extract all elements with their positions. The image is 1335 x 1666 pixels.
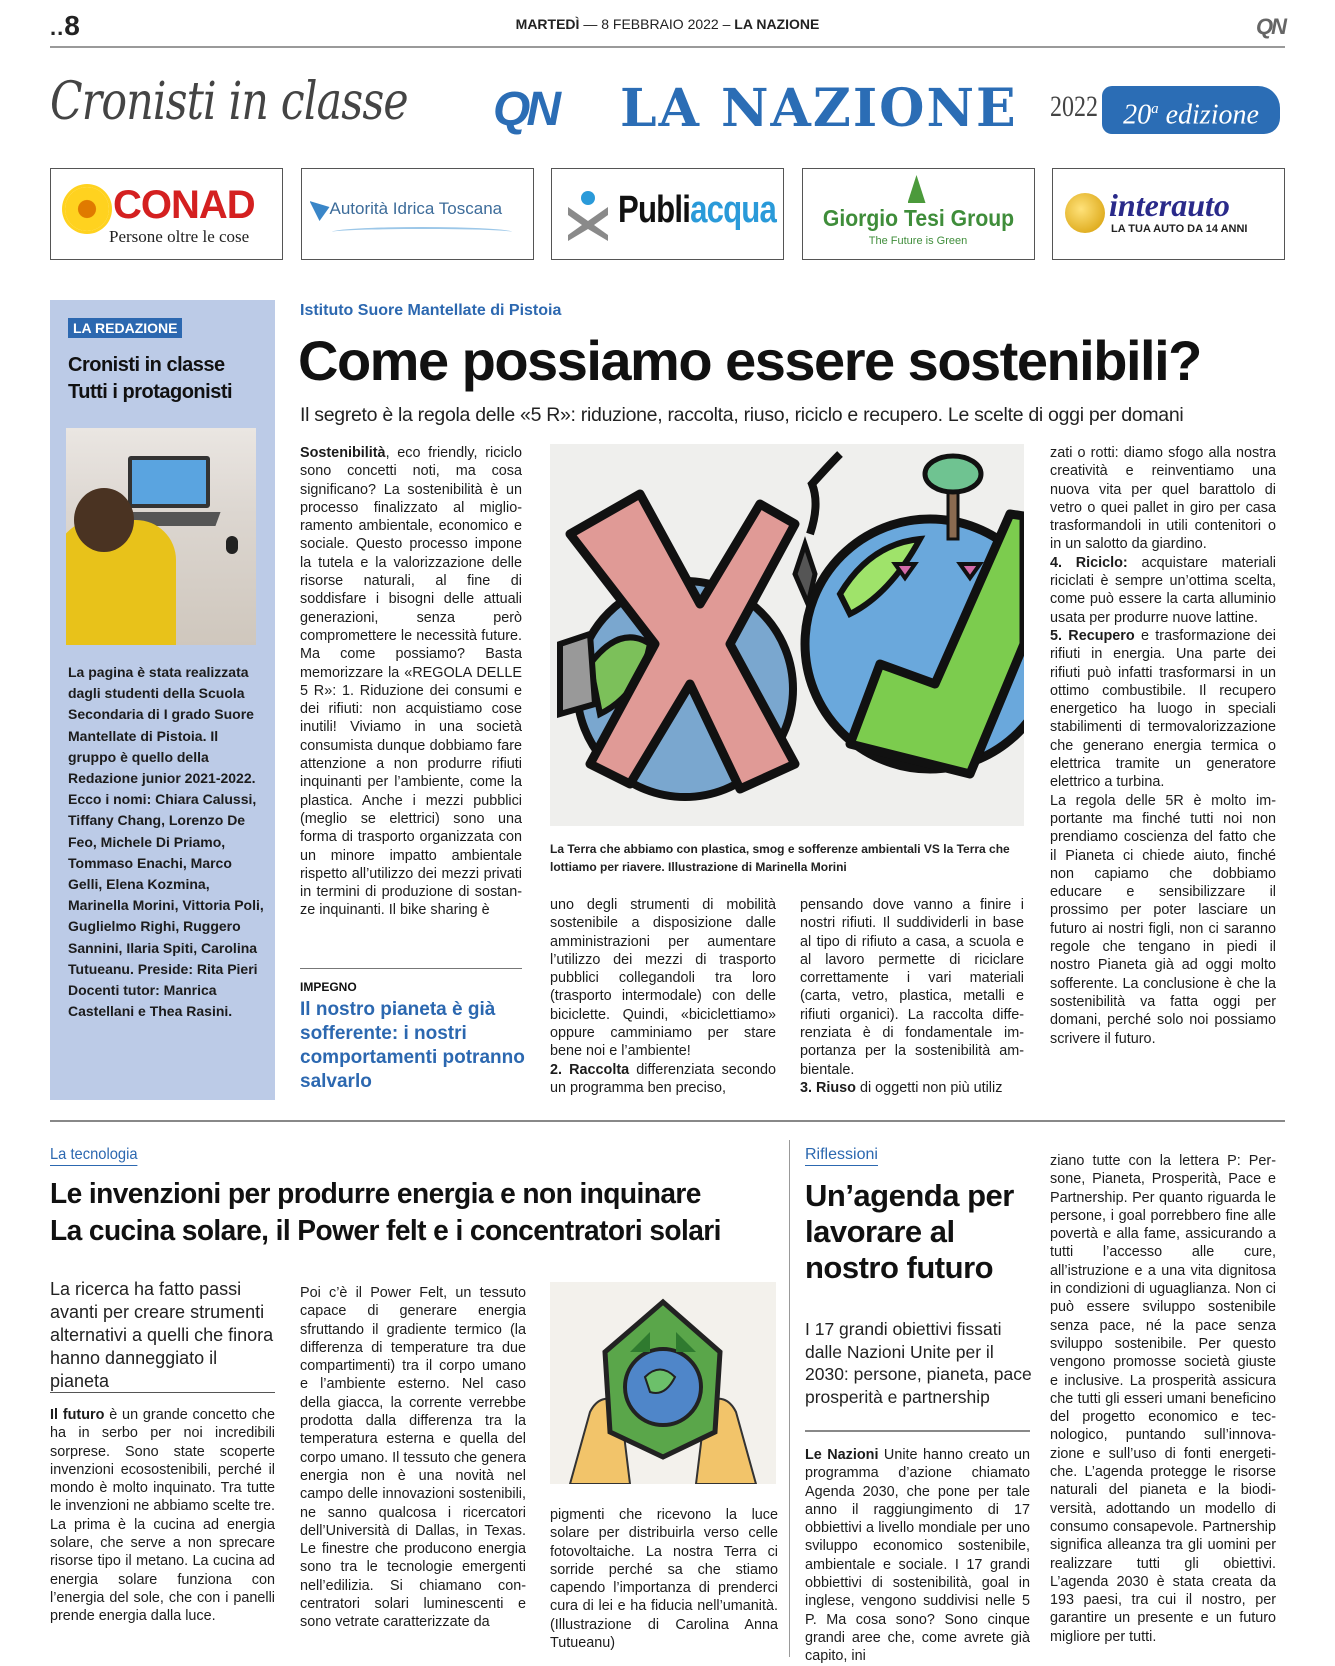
riflessioni-headline: Un’agenda per lavorare al nostro futuro bbox=[805, 1178, 1014, 1285]
column-text: e trasformazione dei rifiuti in energia. Una parte dei rifiuti può infatti trasformarsi in un ottimo combustibile. Il recupero energetico ha luogo in speciali stabilimenti di termovalorizzazione che generano energia termica o elettrica tramite un generatore elettrico a turbina. bbox=[1050, 627, 1276, 791]
riflessioni-column-1 bbox=[805, 1446, 1030, 1666]
qn-logo: QN bbox=[493, 83, 557, 136]
sponsor-autorita-idrica[interactable] bbox=[301, 168, 534, 260]
project-title: Cronisti in classe bbox=[50, 72, 408, 132]
edition-number: 20 bbox=[1123, 99, 1152, 131]
lead-word: Il futuro bbox=[50, 1407, 105, 1423]
riflessioni-kicker[interactable]: Riflessioni bbox=[805, 1146, 878, 1166]
main-kicker: Istituto Suore Mantellate di Pistoia bbox=[300, 302, 562, 319]
page-number-dots: .. bbox=[50, 15, 65, 40]
sponsor-tagline: Persone oltre le cose bbox=[109, 227, 250, 246]
sponsor-name: CONAD bbox=[113, 183, 255, 227]
riflessioni-subtitle: I 17 grandi obiettivi fissati dalle Nazioni Unite per il 2030: persone, pianeta, pace prosperità e partnership bbox=[805, 1319, 1032, 1407]
sidebar-title-line1: Cronisti in classe bbox=[68, 354, 225, 376]
sponsor-tagline: The Future is Green bbox=[868, 235, 968, 247]
riflessioni-column-2: ziano tutte con la lettera P: Persone, Pianeta, Prosperità, Pace e Partnership. Per quanto riguarda le persone, i goal porrebbero fine alle povertà e alla fame, assicurando a tutti l’accesso alle cure, all’istruzione e a una vita dignitosa in condizioni di uguaglianza. Non ci può essere sviluppo sostenibile senza pace, né la pace senza sviluppo sostenibile. Per questo vengono promosse società giuste e inclusive. La prosperità assicura che tutti gli esseri umani beneficino del progetto economico e tecnologico, puntando sull’innovazione e sull’uso di fonti energetiche. L’agenda protegge le risorse naturali del pianeta e la biodiversità, adottando un modello di consumo consapevole. Partnership significa alleanza tra gli uomini per realizzare tutti gli obiettivi. L’agenda 2030 è stata creata da 193 paesi, tra cui il nostro, per garantire un presente e un futuro migliore per tutti. bbox=[1050, 1153, 1276, 1645]
newspaper-name: LA NAZIONE bbox=[620, 78, 1018, 139]
dateline-date: — 8 FEBBRAIO 2022 – bbox=[583, 16, 731, 32]
laptop-screen bbox=[128, 456, 210, 508]
tecnologia-headline bbox=[50, 1176, 768, 1250]
edition-suffix: a bbox=[1151, 101, 1159, 117]
sponsor-name-part1: Publi bbox=[618, 189, 691, 231]
sponsor-name bbox=[618, 189, 776, 232]
sponsor-name: interauto bbox=[1109, 187, 1230, 223]
redazione-badge: LA REDAZIONE bbox=[68, 318, 182, 338]
dateline-day: MARTEDÌ bbox=[515, 16, 580, 32]
column-text: di oggetti non più utiliz bbox=[855, 1079, 1003, 1096]
lead-word: 3. Riuso bbox=[800, 1079, 856, 1096]
lead-word: 2. Raccolta bbox=[550, 1061, 630, 1078]
lead-word: 4. Riciclo: bbox=[1050, 554, 1128, 571]
tecnologia-headline-line1: Le invenzioni per produrre energia e non inquinare bbox=[50, 1178, 701, 1210]
illustration-x-check-earth bbox=[550, 444, 1024, 826]
sidebar-title bbox=[68, 352, 232, 406]
column-text: La regola delle 5R è molto importante ma finché tutti noi non prendiamo coscienza del fatto che il Pianeta ci chiede aiuto, finché non capiamo che dobbiamo educare e sensibilizzare il prossimo per poter lasciare un futuro ai nostri figli, non ci saranno regole che tengano in piedi il nostro Pianeta già ad oggi molto sofferente. La conclusione è che la sostenibilità va fatta oggi per domani, perché solo noi possiamo scrivere il futuro. bbox=[1050, 792, 1276, 1047]
column-text: , eco friendly, riciclo sono concetti noti, ma cosa significano? La sostenibilità è un processo finalizzato al miglioramento ambientale, economico e sociale. Questo processo impone la tutela e la valorizzazione delle risorse naturali, al fine di soddisfare i bisogni delle attuali generazioni, senza però compromettere le necessità future. Ma come possiamo? Basta memorizzare la «REGOLA DELLE 5 R»: 1. Riduzione dei consumi e dei rifiuti: non acquistiamo cose inutili! Viviamo in una società consumista dunque dobbiamo fare attenzione a non produrre rifiuti inquinanti per l’ambiente, come la plastica. Anche i mezzi pubblici (meglio se elettrici) sono una forma di trasporto organizzata con un minore impatto ambientale rispetto all’utilizzo dei mezzi privati in termini di produzione di sostanze inquinanti. Il bike sharing è bbox=[300, 445, 522, 919]
tecnologia-kicker[interactable]: La tecnologia bbox=[50, 1146, 138, 1166]
sponsor-name-part2: acqua bbox=[690, 189, 777, 231]
sponsor-name: Autorità Idrica Toscana bbox=[329, 199, 503, 218]
main-column-3 bbox=[1050, 444, 1276, 1048]
edition-year: 2022 bbox=[1050, 90, 1098, 123]
water-drop-icon bbox=[310, 201, 330, 221]
coin-logo-icon bbox=[1065, 193, 1105, 233]
sponsor-publiacqua[interactable] bbox=[551, 168, 784, 260]
flower-icon bbox=[65, 187, 109, 231]
tecnologia-column-2: Poi c’è il Power Felt, un tessuto capace di generare energia sfruttando il gradiente termico (la differenza di temperature tra due compartimenti) tra il corpo umano e l’ambiente esterno. Nel caso della giacca, la corrente verrebbe prodotta dalla differenza tra la temperatura esterna e quella del corpo umano. Il tessuto che genera energia non è una novità nel campo delle innovazioni sostenibili, ne sanno qualcosa i ricercatori dell’Università di Dallas, in Texas. Le finestre che producono energia sono tra le tecnologie emergenti nell’edilizia. Si chiamano concentratori solari luminescenti e sono vetrate caratterizzate da bbox=[300, 1285, 526, 1631]
masthead bbox=[50, 68, 1285, 148]
main-column-2b bbox=[800, 896, 1024, 1097]
edition-label: edizione bbox=[1165, 99, 1259, 131]
image-caption: La Terra che abbiamo con plastica, smog e sofferenze ambientali VS la Terra che lottiamo per riavere. Illustrazione di Marinella Morini bbox=[550, 842, 1010, 874]
page-number-value: 8 bbox=[64, 10, 80, 41]
lead-word: Sostenibilità bbox=[300, 445, 386, 461]
divider bbox=[50, 1392, 275, 1393]
column-text: uno degli strumenti di mobilità sostenibile a disposizione dalle amministrazioni per aumentare l’utilizzo dei mezzi di trasporto pubblici collegandoli tra loro (trasporto intermodale) con delle biciclette. Quindi, «biciclettiamo» oppure camminiamo per stare bene noi e l’ambiente! bbox=[550, 897, 776, 1060]
sponsor-row bbox=[50, 168, 1285, 260]
tecnologia-subtitle: La ricerca ha fatto passi avanti per creare strumenti alternativi a quelli che finora hanno danneggiato il pianeta bbox=[50, 1279, 274, 1391]
divider bbox=[805, 1430, 1030, 1432]
lead-word: 5. Recupero bbox=[1050, 627, 1135, 644]
tecnologia-column-3: pigmenti che ricevono la luce solare per distribuirla verso celle fotovoltaiche. La nostra Terra ci sorride perché sa che stiamo capendo l’importanza di prenderci cura di lei e ha fiducia nell’umanità. (Illustrazione di Carolina Anna Tutueanu) bbox=[550, 1507, 778, 1652]
wave-icon bbox=[332, 227, 512, 237]
main-column-1 bbox=[300, 444, 522, 920]
main-headline: Come possiamo essere sostenibili? bbox=[298, 329, 1201, 392]
sponsor-conad[interactable] bbox=[50, 168, 283, 260]
column-divider bbox=[789, 1140, 790, 1657]
dateline bbox=[50, 16, 1285, 32]
computer-mouse bbox=[226, 536, 238, 554]
main-column-2a bbox=[550, 896, 776, 1097]
redazione-sidebar bbox=[50, 300, 275, 1100]
edition-badge bbox=[1102, 86, 1280, 134]
page-header-bar bbox=[50, 8, 1285, 48]
column-text: Unite hanno creato un programma d’azione chiamato Agenda 2030, che pone per tale anno il raggiungimento di 17 obbiettivi a livello mondiale per uno sviluppo economico sostenibile, ambientale e sociale. I 17 grandi obbiettivi di sostenibilità, goal in inglese, vengono suddivisi nelle 5 P. Ma cosa sono? Sono cinque grandi aree che, come avrete già capito, ini bbox=[805, 1447, 1030, 1665]
tree-icon bbox=[908, 175, 926, 203]
column-text: differenziata secondo un programma ben preciso, bbox=[550, 1061, 776, 1096]
recycle-earth-drawing-icon bbox=[550, 1282, 776, 1484]
sponsor-interauto[interactable] bbox=[1052, 168, 1285, 260]
divider bbox=[300, 968, 522, 969]
dateline-publication: LA NAZIONE bbox=[734, 16, 820, 32]
sidebar-text: La pagina è stata realizzata dagli studenti della Scuola Secondaria di I grado Suore Mantellate di Pistoia. Il gruppo è quello della Redazione junior 2021-2022. Ecco i nomi: Chiara Calussi, Tiffany Chang, Lorenzo De Feo, Michele Di Priamo, Tommaso Enachi, Marco Gelli, Elena Kozmina, Marinella Morini, Vittoria Poli, Guglielmo Righi, Ruggero Sannini, Ilaria Spiti, Carolina Tutueanu. Preside: Rita Pieri Docenti tutor: Manrica Castellani e Thea Rasini. bbox=[68, 664, 264, 1020]
impegno-label: IMPEGNO bbox=[300, 980, 357, 994]
student-laptop-photo bbox=[66, 428, 256, 645]
sidebar-title-line2: Tutti i protagonisti bbox=[68, 381, 233, 403]
illustration-smiling-earth bbox=[550, 1282, 776, 1484]
sponsor-giorgio-tesi[interactable] bbox=[802, 168, 1035, 260]
column-text: pensando dove vanno a finire i nostri rifiuti. Il suddividerli in base al tipo di rifiuto a casa, a scuola e al lavoro permette di riciclare correttamente i vari materiali (carta, vetro, plastica, metalli e rifiuti organici). La raccolta differenziata è di fondamentale importanza per la sostenibilità ambientale. bbox=[800, 897, 1024, 1078]
sponsor-tagline: LA TUA AUTO DA 14 ANNI bbox=[1111, 223, 1248, 235]
qn-logo-small: QN bbox=[1256, 14, 1285, 39]
tecnologia-headline-line2: La cucina solare, il Power felt e i concentratori solari bbox=[50, 1215, 721, 1247]
publiacqua-logo-icon bbox=[564, 189, 612, 241]
tecnologia-column-1 bbox=[50, 1406, 275, 1626]
impegno-headline: Il nostro pianeta è già sofferente: i nostri comportamenti potranno salvarlo bbox=[300, 999, 525, 1092]
column-text: acquistare materiali riciclati è sempre un’ottima scelta, come può essere la carta alluminio usata per produrre nuove lattine. bbox=[1050, 554, 1276, 626]
sponsor-name: Giorgio Tesi Group bbox=[822, 205, 1014, 231]
section-divider bbox=[50, 1120, 1285, 1122]
column-text: zati o rotti: diamo sfogo alla nostra creatività e reinventiamo una nuova vita per quel barattolo di vetro o quei pallet in giro per casa trasformandoli in utili contenitori o in un salotto da giardino. bbox=[1050, 445, 1276, 553]
earth-drawing-icon bbox=[550, 444, 1024, 826]
column-text: è un grande concetto che ha in serbo per noi incredibili sorprese. Sono state scoperte invenzioni ecosostenibili, perché il mondo è molto inquinato. Tra tutte le invenzioni ne abbiamo scelte tre. La prima è la cucina ad energia solare, che serve a non sprecare risorse tipo il metano. La cucina ad energia solare funziona con l’energia del sole, che con i panelli prende energia dalla luce. bbox=[50, 1407, 275, 1625]
main-subtitle: Il segreto è la regola delle «5 R»: riduzione, raccolta, riuso, riciclo e recupero. Le scelte di oggi per domani bbox=[300, 404, 1184, 426]
lead-word: Le Nazioni bbox=[805, 1447, 879, 1463]
child-head bbox=[74, 488, 134, 552]
